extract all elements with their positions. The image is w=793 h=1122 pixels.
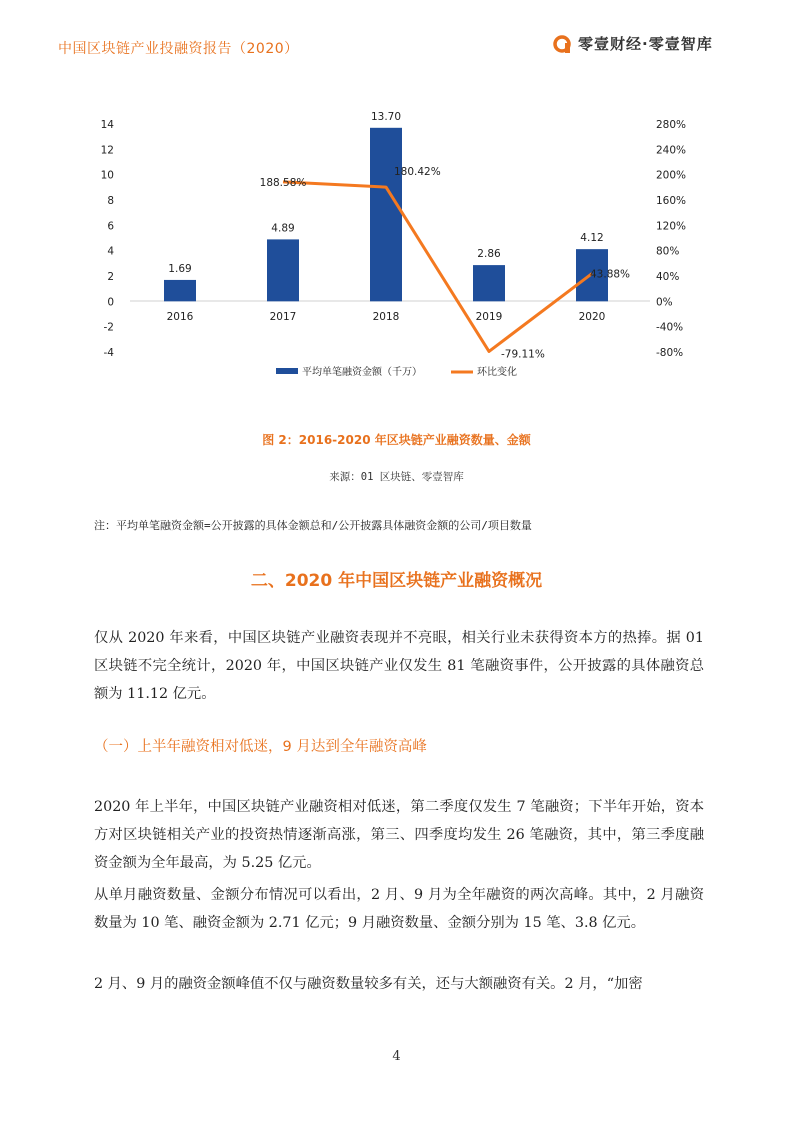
bar [267, 239, 299, 301]
trend-line [283, 182, 592, 352]
left-axis [101, 119, 115, 359]
left-tick-label: 0 [107, 296, 114, 309]
bar-value-label: 4.89 [271, 222, 295, 235]
legend-line-label: 环比变化 [477, 367, 517, 378]
legend-bar-label: 平均单笔融资金额（千万） [302, 367, 422, 378]
brand-name: 零壹财经·零壹智库 [578, 35, 713, 53]
legend-bar-swatch [276, 368, 298, 374]
bar [164, 280, 196, 301]
right-tick-label: 0% [656, 296, 673, 309]
left-tick-label: 10 [100, 169, 114, 182]
chart-legend [276, 365, 517, 378]
x-tick-label: 2017 [269, 311, 297, 323]
right-tick-label: 280% [656, 119, 687, 131]
bar [473, 265, 505, 301]
paragraph-3: 2 月、9 月的融资金额峰值不仅与融资数量较多有关，还与大额融资有关。2 月，“加密 [94, 976, 643, 992]
page-number: 4 [392, 1049, 401, 1064]
right-tick-label: 240% [656, 144, 687, 157]
bar-series [164, 128, 608, 302]
right-tick-label: 80% [656, 245, 680, 258]
report-title: 中国区块链产业投融资报告（2020） [58, 41, 299, 57]
left-tick-label: -4 [103, 347, 114, 359]
line-value-label: -79.11% [501, 348, 545, 361]
bar-value-label: 4.12 [580, 232, 604, 245]
x-tick-label: 2020 [578, 311, 606, 323]
left-tick-label: 14 [100, 119, 114, 131]
bar-value-label: 2.86 [477, 248, 501, 261]
right-tick-label: 200% [656, 169, 687, 182]
right-tick-label: -40% [656, 321, 684, 334]
bar [370, 128, 402, 302]
right-tick-label: 40% [656, 271, 680, 283]
right-tick-label: -80% [656, 347, 684, 359]
figure-source: 来源：01 区块链、零壹智库 [329, 471, 464, 483]
right-tick-label: 160% [656, 195, 687, 207]
left-tick-label: 8 [107, 195, 114, 207]
right-axis [656, 119, 686, 359]
left-tick-label: 2 [107, 271, 114, 283]
figure-note: 注：平均单笔融资金额=公开披露的具体金额总和/公开披露具体融资金额的公司/项目数量 [94, 519, 532, 532]
right-tick-label: 120% [656, 220, 687, 233]
x-tick-label: 2016 [166, 311, 194, 323]
paragraph-1: 2020 年上半年，中国区块链产业融资相对低迷，第二季度仅发生 7 笔融资；下半年开始，资本方对区块链相关产业的投资热情逐渐高涨，第三、四季度均发生 26 笔融资，其中，第三季度融资金额为全年最高，为 5.25 亿元。 [94, 799, 704, 871]
left-tick-label: 6 [107, 220, 114, 233]
left-tick-label: 12 [100, 144, 114, 157]
bar-line-chart [0, 0, 793, 400]
bar-value-label: 13.70 [370, 110, 402, 123]
line-value-label: 43.88% [590, 268, 631, 281]
line-value-label: 188.58% [259, 176, 307, 189]
line-value-label: 180.42% [394, 166, 441, 179]
paragraph-2: 从单月融资数量、金额分布情况可以看出，2 月、9 月为全年融资的两次高峰。其中，2 月融资数量为 10 笔、融资金额为 2.71 亿元；9 月融资数量、金额分别为 15 笔、3.8 亿元。 [94, 887, 704, 931]
figure-caption: 图 2：2016-2020 年区块链产业融资数量、金额 [262, 433, 531, 447]
sub-heading: （一）上半年融资相对低迷，9 月达到全年融资高峰 [94, 739, 427, 755]
x-tick-label: 2019 [475, 311, 503, 323]
left-tick-label: 4 [107, 245, 114, 258]
line-value-labels [260, 166, 630, 360]
intro-paragraph: 仅从 2020 年来看，中国区块链产业融资表现并不亮眼，相关行业未获得资本方的热捧。据 01 区块链不完全统计，2020 年，中国区块链产业仅发生 81 笔融资事件，公开披露的具体融资总额为 11.12 亿元。 [94, 630, 704, 702]
bar-value-label: 1.69 [168, 262, 192, 275]
section-heading: 二、2020 年中国区块链产业融资概况 [250, 571, 543, 591]
x-tick-label: 2018 [372, 311, 400, 323]
left-tick-label: -2 [103, 321, 114, 334]
